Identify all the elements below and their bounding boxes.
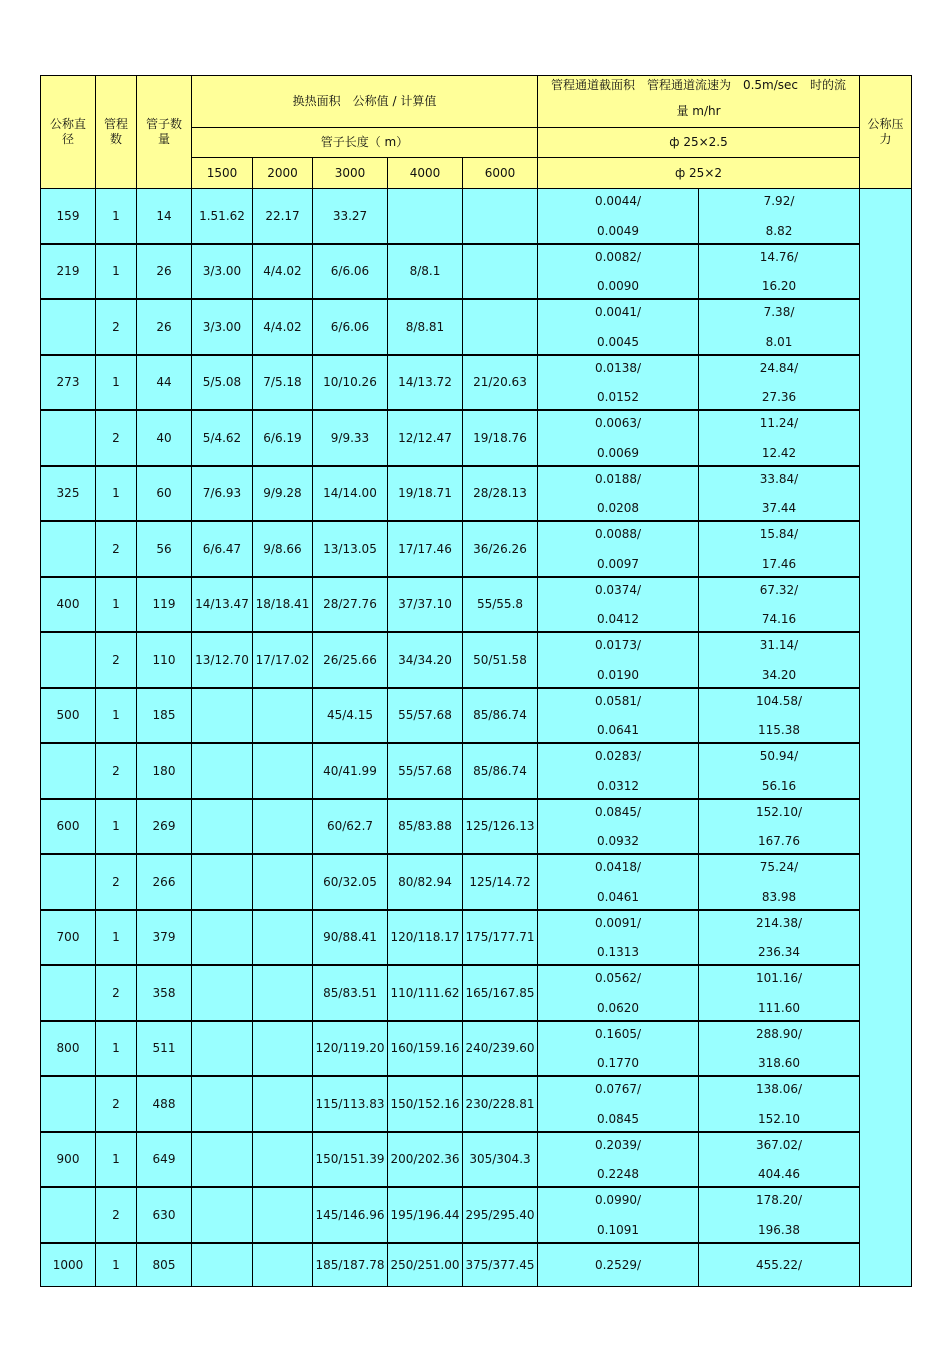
- cell-tube-count: 14: [136, 188, 192, 245]
- cell-area-6000: [462, 299, 538, 356]
- cell-area-6000: 230/228.81: [462, 1076, 538, 1133]
- cell-channel-flow-line1: 104.58/: [755, 694, 803, 708]
- cell-channel-flow: [698, 632, 860, 689]
- header-area-title: 换热面积 公称值 / 计算值: [191, 75, 538, 128]
- cell-tube-passes: 2: [95, 299, 137, 356]
- cell-area-3000: 6/6.06: [312, 244, 388, 300]
- cell-channel-area-line2: 0.0152: [597, 390, 639, 404]
- cell-area-4000: 37/37.10: [387, 577, 463, 633]
- header-channel-title-line1: 管程通道截面积 管程通道流速为 0.5m/sec 时的流: [550, 78, 847, 92]
- header-channel-title-line2: 量 m/hr: [676, 104, 721, 118]
- cell-channel-flow: [698, 1076, 860, 1133]
- cell-channel-area-line2: 0.1313: [597, 945, 639, 959]
- cell-tube-count: 40: [136, 410, 192, 467]
- cell-area-1500: [191, 854, 253, 911]
- cell-channel-area-line1: 0.0044/: [594, 194, 642, 208]
- cell-area-4000: 12/12.47: [387, 410, 463, 467]
- cell-area-3000: 145/146.96: [312, 1187, 388, 1244]
- cell-channel-area: [537, 1021, 699, 1077]
- cell-area-6000: 50/51.58: [462, 632, 538, 689]
- cell-area-2000: 17/17.02: [252, 632, 313, 689]
- cell-channel-flow: [698, 1021, 860, 1077]
- cell-area-4000: 14/13.72: [387, 355, 463, 411]
- cell-area-1500: [191, 799, 253, 855]
- cell-channel-flow-line2: 83.98: [761, 890, 797, 904]
- cell-channel-flow: [698, 299, 860, 356]
- cell-nominal-diameter: 800: [40, 1021, 96, 1077]
- cell-channel-area: [537, 632, 699, 689]
- cell-area-3000: 115/113.83: [312, 1076, 388, 1133]
- cell-area-1500: 6/6.47: [191, 521, 253, 578]
- cell-channel-area-line1: 0.0767/: [594, 1082, 642, 1096]
- cell-channel-area-line1: 0.0088/: [594, 527, 642, 541]
- cell-area-1500: [191, 1132, 253, 1188]
- cell-channel-area-line1: 0.0374/: [594, 583, 642, 597]
- cell-channel-area-line2: 0.1770: [597, 1056, 639, 1070]
- cell-channel-area-line1: 0.0091/: [594, 916, 642, 930]
- cell-channel-area-line1: 0.0845/: [594, 805, 642, 819]
- cell-area-6000: 36/26.26: [462, 521, 538, 578]
- cell-area-2000: 6/6.19: [252, 410, 313, 467]
- cell-area-1500: [191, 965, 253, 1022]
- cell-channel-flow: [698, 1187, 860, 1244]
- cell-tube-passes: 1: [95, 1132, 137, 1188]
- cell-channel-flow-line1: 14.76/: [759, 250, 799, 264]
- cell-nominal-diameter: [40, 1076, 96, 1133]
- cell-channel-area-line1: 0.0138/: [594, 361, 642, 375]
- cell-channel-flow: [698, 743, 860, 800]
- cell-area-4000: 55/57.68: [387, 688, 463, 744]
- cell-area-3000: 6/6.06: [312, 299, 388, 356]
- cell-tube-passes: 2: [95, 410, 137, 467]
- cell-area-4000: 160/159.16: [387, 1021, 463, 1077]
- cell-nominal-diameter: [40, 521, 96, 578]
- cell-channel-area-line2: 0.0097: [597, 557, 639, 571]
- cell-channel-flow-line2: 56.16: [761, 779, 797, 793]
- cell-area-4000: 200/202.36: [387, 1132, 463, 1188]
- cell-area-2000: [252, 910, 313, 966]
- cell-channel-flow-line1: 24.84/: [759, 361, 799, 375]
- cell-tube-passes: 1: [95, 688, 137, 744]
- cell-channel-flow: [698, 965, 860, 1022]
- cell-area-1500: 3/3.00: [191, 299, 253, 356]
- cell-channel-flow: [698, 910, 860, 966]
- cell-channel-area-line1: 0.0173/: [594, 638, 642, 652]
- cell-channel-flow-line2: 318.60: [758, 1056, 800, 1070]
- cell-channel-area: [537, 1076, 699, 1133]
- cell-area-6000: 175/177.71: [462, 910, 538, 966]
- header-tube-count: 管子数量: [136, 75, 192, 189]
- cell-tube-count: 56: [136, 521, 192, 578]
- cell-tube-passes: 1: [95, 799, 137, 855]
- cell-area-3000: 13/13.05: [312, 521, 388, 578]
- cell-channel-flow-line1: 11.24/: [759, 416, 799, 430]
- cell-channel-flow: [698, 854, 860, 911]
- cell-channel-flow: [698, 466, 860, 522]
- cell-area-2000: [252, 688, 313, 744]
- header-nominal-pressure: 公称压力: [859, 75, 912, 189]
- cell-tube-count: 26: [136, 244, 192, 300]
- cell-area-2000: [252, 743, 313, 800]
- cell-area-2000: 4/4.02: [252, 244, 313, 300]
- cell-channel-area: [537, 466, 699, 522]
- cell-area-4000: 55/57.68: [387, 743, 463, 800]
- cell-channel-area: [537, 299, 699, 356]
- cell-channel-flow-line2: 152.10: [758, 1112, 800, 1126]
- cell-channel-flow-line2: 17.46: [761, 557, 797, 571]
- cell-channel-area: [537, 910, 699, 966]
- cell-area-3000: 14/14.00: [312, 466, 388, 522]
- cell-channel-area-line1: 0.0990/: [594, 1193, 642, 1207]
- cell-channel-flow-line2: 196.38: [758, 1223, 800, 1237]
- header-length-4000: 4000: [387, 157, 463, 189]
- cell-channel-flow: [698, 1243, 860, 1287]
- cell-area-2000: [252, 1021, 313, 1077]
- cell-tube-passes: 1: [95, 355, 137, 411]
- header-length-2000: 2000: [252, 157, 313, 189]
- cell-nominal-diameter: 219: [40, 244, 96, 300]
- cell-channel-area: [537, 854, 699, 911]
- header-tube-passes: 管程数: [95, 75, 137, 189]
- cell-channel-area: [537, 743, 699, 800]
- cell-channel-area-line2: 0.0049: [597, 224, 639, 238]
- cell-tube-passes: 2: [95, 854, 137, 911]
- cell-area-1500: [191, 688, 253, 744]
- header-length-3000: 3000: [312, 157, 388, 189]
- cell-area-2000: [252, 1132, 313, 1188]
- cell-channel-flow-line2: 111.60: [758, 1001, 800, 1015]
- cell-channel-flow-line2: 236.34: [758, 945, 800, 959]
- header-tube-length: 管子长度（ m）: [191, 127, 538, 158]
- cell-channel-flow-line1: 67.32/: [759, 583, 799, 597]
- cell-area-1500: 5/5.08: [191, 355, 253, 411]
- cell-channel-area-line1: 0.0082/: [594, 250, 642, 264]
- cell-tube-count: 511: [136, 1021, 192, 1077]
- cell-channel-area: [537, 355, 699, 411]
- cell-tube-passes: 1: [95, 577, 137, 633]
- cell-nominal-diameter: [40, 965, 96, 1022]
- cell-area-6000: 85/86.74: [462, 743, 538, 800]
- cell-area-1500: 1.51.62: [191, 188, 253, 245]
- cell-tube-count: 269: [136, 799, 192, 855]
- cell-area-4000: 110/111.62: [387, 965, 463, 1022]
- header-spec-25x2: ф 25×2: [537, 157, 860, 189]
- cell-channel-area: [537, 188, 699, 245]
- cell-area-6000: 240/239.60: [462, 1021, 538, 1077]
- cell-channel-area-line2: 0.0190: [597, 668, 639, 682]
- cell-channel-flow-line1: 7.92/: [763, 194, 795, 208]
- cell-area-3000: 120/119.20: [312, 1021, 388, 1077]
- cell-channel-flow-line1: 178.20/: [755, 1193, 803, 1207]
- cell-area-3000: 33.27: [312, 188, 388, 245]
- cell-channel-area-line1: 0.2529/: [594, 1257, 642, 1272]
- cell-channel-flow-line2: 37.44: [761, 501, 797, 515]
- cell-area-4000: 195/196.44: [387, 1187, 463, 1244]
- cell-tube-count: 358: [136, 965, 192, 1022]
- cell-channel-flow-line1: 15.84/: [759, 527, 799, 541]
- cell-area-6000: 55/55.8: [462, 577, 538, 633]
- cell-channel-area-line2: 0.0641: [597, 723, 639, 737]
- cell-tube-count: 185: [136, 688, 192, 744]
- cell-channel-area-line2: 0.0090: [597, 279, 639, 293]
- cell-area-1500: 5/4.62: [191, 410, 253, 467]
- cell-channel-area-line2: 0.0045: [597, 335, 639, 349]
- cell-tube-count: 44: [136, 355, 192, 411]
- cell-area-4000: 120/118.17: [387, 910, 463, 966]
- cell-channel-area-line2: 0.0312: [597, 779, 639, 793]
- cell-area-3000: 185/187.78: [312, 1243, 388, 1287]
- cell-channel-flow-line2: 404.46: [758, 1167, 800, 1181]
- cell-tube-passes: 1: [95, 1021, 137, 1077]
- cell-area-3000: 150/151.39: [312, 1132, 388, 1188]
- cell-channel-flow-line2: 16.20: [761, 279, 797, 293]
- cell-channel-flow: [698, 355, 860, 411]
- cell-channel-area-line1: 0.0041/: [594, 305, 642, 319]
- cell-channel-area: [537, 965, 699, 1022]
- cell-channel-flow: [698, 410, 860, 467]
- cell-nominal-diameter: [40, 854, 96, 911]
- cell-channel-area-line2: 0.0845: [597, 1112, 639, 1126]
- cell-tube-passes: 2: [95, 1076, 137, 1133]
- cell-area-6000: 295/295.40: [462, 1187, 538, 1244]
- cell-channel-area-line1: 0.0283/: [594, 749, 642, 763]
- cell-tube-passes: 2: [95, 521, 137, 578]
- cell-area-2000: 18/18.41: [252, 577, 313, 633]
- cell-tube-passes: 1: [95, 188, 137, 245]
- cell-area-6000: 125/14.72: [462, 854, 538, 911]
- cell-channel-flow-line2: 34.20: [761, 668, 797, 682]
- cell-tube-count: 805: [136, 1243, 192, 1287]
- cell-area-4000: 85/83.88: [387, 799, 463, 855]
- cell-channel-area: [537, 1132, 699, 1188]
- cell-channel-flow: [698, 1132, 860, 1188]
- cell-nominal-diameter: [40, 743, 96, 800]
- cell-area-4000: 150/152.16: [387, 1076, 463, 1133]
- cell-area-4000: 8/8.81: [387, 299, 463, 356]
- cell-channel-flow-line1: 152.10/: [755, 805, 803, 819]
- cell-channel-area-line2: 0.0461: [597, 890, 639, 904]
- cell-area-2000: [252, 1187, 313, 1244]
- cell-channel-area: [537, 1243, 699, 1287]
- cell-channel-flow-line1: 101.16/: [755, 971, 803, 985]
- cell-area-6000: 125/126.13: [462, 799, 538, 855]
- cell-channel-flow-line1: 138.06/: [755, 1082, 803, 1096]
- cell-channel-flow-line1: 7.38/: [763, 305, 795, 319]
- cell-area-3000: 40/41.99: [312, 743, 388, 800]
- cell-channel-flow-line2: 12.42: [761, 446, 797, 460]
- cell-channel-area-line1: 0.0188/: [594, 472, 642, 486]
- cell-area-4000: 17/17.46: [387, 521, 463, 578]
- header-spec-25x2-5: ф 25×2.5: [537, 127, 860, 158]
- cell-area-6000: 21/20.63: [462, 355, 538, 411]
- cell-tube-count: 649: [136, 1132, 192, 1188]
- cell-channel-flow-line1: 455.22/: [755, 1257, 803, 1272]
- header-channel-title: [537, 75, 860, 128]
- cell-nominal-diameter: 700: [40, 910, 96, 966]
- header-nominal-diameter: 公称直径: [40, 75, 96, 189]
- cell-area-3000: 45/4.15: [312, 688, 388, 744]
- cell-channel-area: [537, 688, 699, 744]
- cell-tube-passes: 2: [95, 632, 137, 689]
- cell-area-3000: 9/9.33: [312, 410, 388, 467]
- cell-channel-flow: [698, 521, 860, 578]
- cell-channel-flow-line2: 115.38: [758, 723, 800, 737]
- cell-nominal-diameter: 159: [40, 188, 96, 245]
- header-length-1500: 1500: [191, 157, 253, 189]
- cell-nominal-diameter: [40, 299, 96, 356]
- cell-area-1500: [191, 1021, 253, 1077]
- cell-channel-area-line2: 0.2248: [597, 1167, 639, 1181]
- cell-area-3000: 28/27.76: [312, 577, 388, 633]
- cell-tube-count: 60: [136, 466, 192, 522]
- cell-area-1500: [191, 910, 253, 966]
- cell-area-1500: 14/13.47: [191, 577, 253, 633]
- cell-area-3000: 60/32.05: [312, 854, 388, 911]
- cell-area-1500: [191, 743, 253, 800]
- cell-tube-passes: 1: [95, 244, 137, 300]
- cell-channel-flow: [698, 799, 860, 855]
- cell-channel-flow-line1: 50.94/: [759, 749, 799, 763]
- cell-channel-area: [537, 521, 699, 578]
- cell-channel-area: [537, 410, 699, 467]
- cell-area-4000: 250/251.00: [387, 1243, 463, 1287]
- cell-tube-count: 630: [136, 1187, 192, 1244]
- cell-channel-flow: [698, 188, 860, 245]
- cell-nominal-diameter: 325: [40, 466, 96, 522]
- cell-area-2000: [252, 1243, 313, 1287]
- cell-area-6000: 305/304.3: [462, 1132, 538, 1188]
- cell-channel-flow-line1: 75.24/: [759, 860, 799, 874]
- cell-tube-count: 110: [136, 632, 192, 689]
- cell-nominal-diameter: 500: [40, 688, 96, 744]
- cell-area-6000: 375/377.45: [462, 1243, 538, 1287]
- cell-area-3000: 10/10.26: [312, 355, 388, 411]
- cell-tube-passes: 1: [95, 910, 137, 966]
- cell-area-1500: 3/3.00: [191, 244, 253, 300]
- cell-tube-count: 119: [136, 577, 192, 633]
- cell-channel-flow-line1: 288.90/: [755, 1027, 803, 1041]
- cell-area-1500: [191, 1243, 253, 1287]
- cell-tube-passes: 1: [95, 466, 137, 522]
- cell-channel-flow-line1: 214.38/: [755, 916, 803, 930]
- cell-channel-area-line1: 0.0063/: [594, 416, 642, 430]
- cell-area-2000: 4/4.02: [252, 299, 313, 356]
- cell-area-2000: 7/5.18: [252, 355, 313, 411]
- cell-channel-flow-line2: 167.76: [758, 834, 800, 848]
- cell-nominal-diameter: 400: [40, 577, 96, 633]
- cell-channel-flow: [698, 577, 860, 633]
- cell-channel-area-line1: 0.2039/: [594, 1138, 642, 1152]
- cell-channel-area-line2: 0.0412: [597, 612, 639, 626]
- cell-tube-count: 488: [136, 1076, 192, 1133]
- cell-channel-flow-line2: 74.16: [761, 612, 797, 626]
- cell-area-2000: [252, 965, 313, 1022]
- cell-tube-count: 379: [136, 910, 192, 966]
- cell-nominal-diameter: 273: [40, 355, 96, 411]
- cell-area-6000: 19/18.76: [462, 410, 538, 467]
- cell-channel-area-line1: 0.0581/: [594, 694, 642, 708]
- cell-area-4000: [387, 188, 463, 245]
- cell-channel-flow: [698, 688, 860, 744]
- cell-channel-flow-line2: 27.36: [761, 390, 797, 404]
- cell-area-6000: [462, 244, 538, 300]
- cell-channel-area-line2: 0.0932: [597, 834, 639, 848]
- cell-area-3000: 90/88.41: [312, 910, 388, 966]
- cell-area-1500: [191, 1187, 253, 1244]
- cell-channel-flow-line2: 8.01: [765, 335, 793, 349]
- cell-area-2000: [252, 854, 313, 911]
- cell-area-2000: 22.17: [252, 188, 313, 245]
- cell-nominal-diameter: 600: [40, 799, 96, 855]
- cell-channel-area-line2: 0.0069: [597, 446, 639, 460]
- cell-area-4000: 34/34.20: [387, 632, 463, 689]
- cell-area-1500: [191, 1076, 253, 1133]
- cell-tube-passes: 2: [95, 743, 137, 800]
- cell-channel-area: [537, 244, 699, 300]
- cell-tube-passes: 1: [95, 1243, 137, 1287]
- cell-channel-flow-line1: 33.84/: [759, 472, 799, 486]
- cell-channel-flow: [698, 244, 860, 300]
- cell-area-6000: 28/28.13: [462, 466, 538, 522]
- cell-area-4000: 8/8.1: [387, 244, 463, 300]
- cell-area-3000: 85/83.51: [312, 965, 388, 1022]
- cell-area-6000: 85/86.74: [462, 688, 538, 744]
- cell-channel-flow-line1: 31.14/: [759, 638, 799, 652]
- cell-channel-area: [537, 1187, 699, 1244]
- nominal-pressure-column: [859, 188, 912, 1287]
- cell-nominal-diameter: 900: [40, 1132, 96, 1188]
- cell-nominal-diameter: [40, 410, 96, 467]
- cell-channel-area: [537, 799, 699, 855]
- cell-nominal-diameter: [40, 1187, 96, 1244]
- cell-area-1500: 7/6.93: [191, 466, 253, 522]
- cell-channel-flow-line1: 367.02/: [755, 1138, 803, 1152]
- cell-area-4000: 80/82.94: [387, 854, 463, 911]
- cell-tube-count: 266: [136, 854, 192, 911]
- cell-nominal-diameter: [40, 632, 96, 689]
- cell-channel-flow-line2: 8.82: [765, 224, 793, 238]
- cell-tube-passes: 2: [95, 1187, 137, 1244]
- cell-area-2000: 9/9.28: [252, 466, 313, 522]
- cell-area-3000: 60/62.7: [312, 799, 388, 855]
- cell-area-3000: 26/25.66: [312, 632, 388, 689]
- cell-channel-area-line2: 0.0208: [597, 501, 639, 515]
- cell-area-2000: [252, 1076, 313, 1133]
- cell-area-1500: 13/12.70: [191, 632, 253, 689]
- cell-area-2000: 9/8.66: [252, 521, 313, 578]
- cell-channel-area-line2: 0.0620: [597, 1001, 639, 1015]
- header-length-6000: 6000: [462, 157, 538, 189]
- cell-tube-count: 26: [136, 299, 192, 356]
- cell-channel-area-line1: 0.0562/: [594, 971, 642, 985]
- cell-area-6000: [462, 188, 538, 245]
- cell-channel-area: [537, 577, 699, 633]
- cell-tube-passes: 2: [95, 965, 137, 1022]
- cell-area-6000: 165/167.85: [462, 965, 538, 1022]
- cell-channel-area-line1: 0.0418/: [594, 860, 642, 874]
- cell-area-4000: 19/18.71: [387, 466, 463, 522]
- cell-tube-count: 180: [136, 743, 192, 800]
- cell-nominal-diameter: 1000: [40, 1243, 96, 1287]
- cell-area-2000: [252, 799, 313, 855]
- cell-channel-area-line2: 0.1091: [597, 1223, 639, 1237]
- cell-channel-area-line1: 0.1605/: [594, 1027, 642, 1041]
